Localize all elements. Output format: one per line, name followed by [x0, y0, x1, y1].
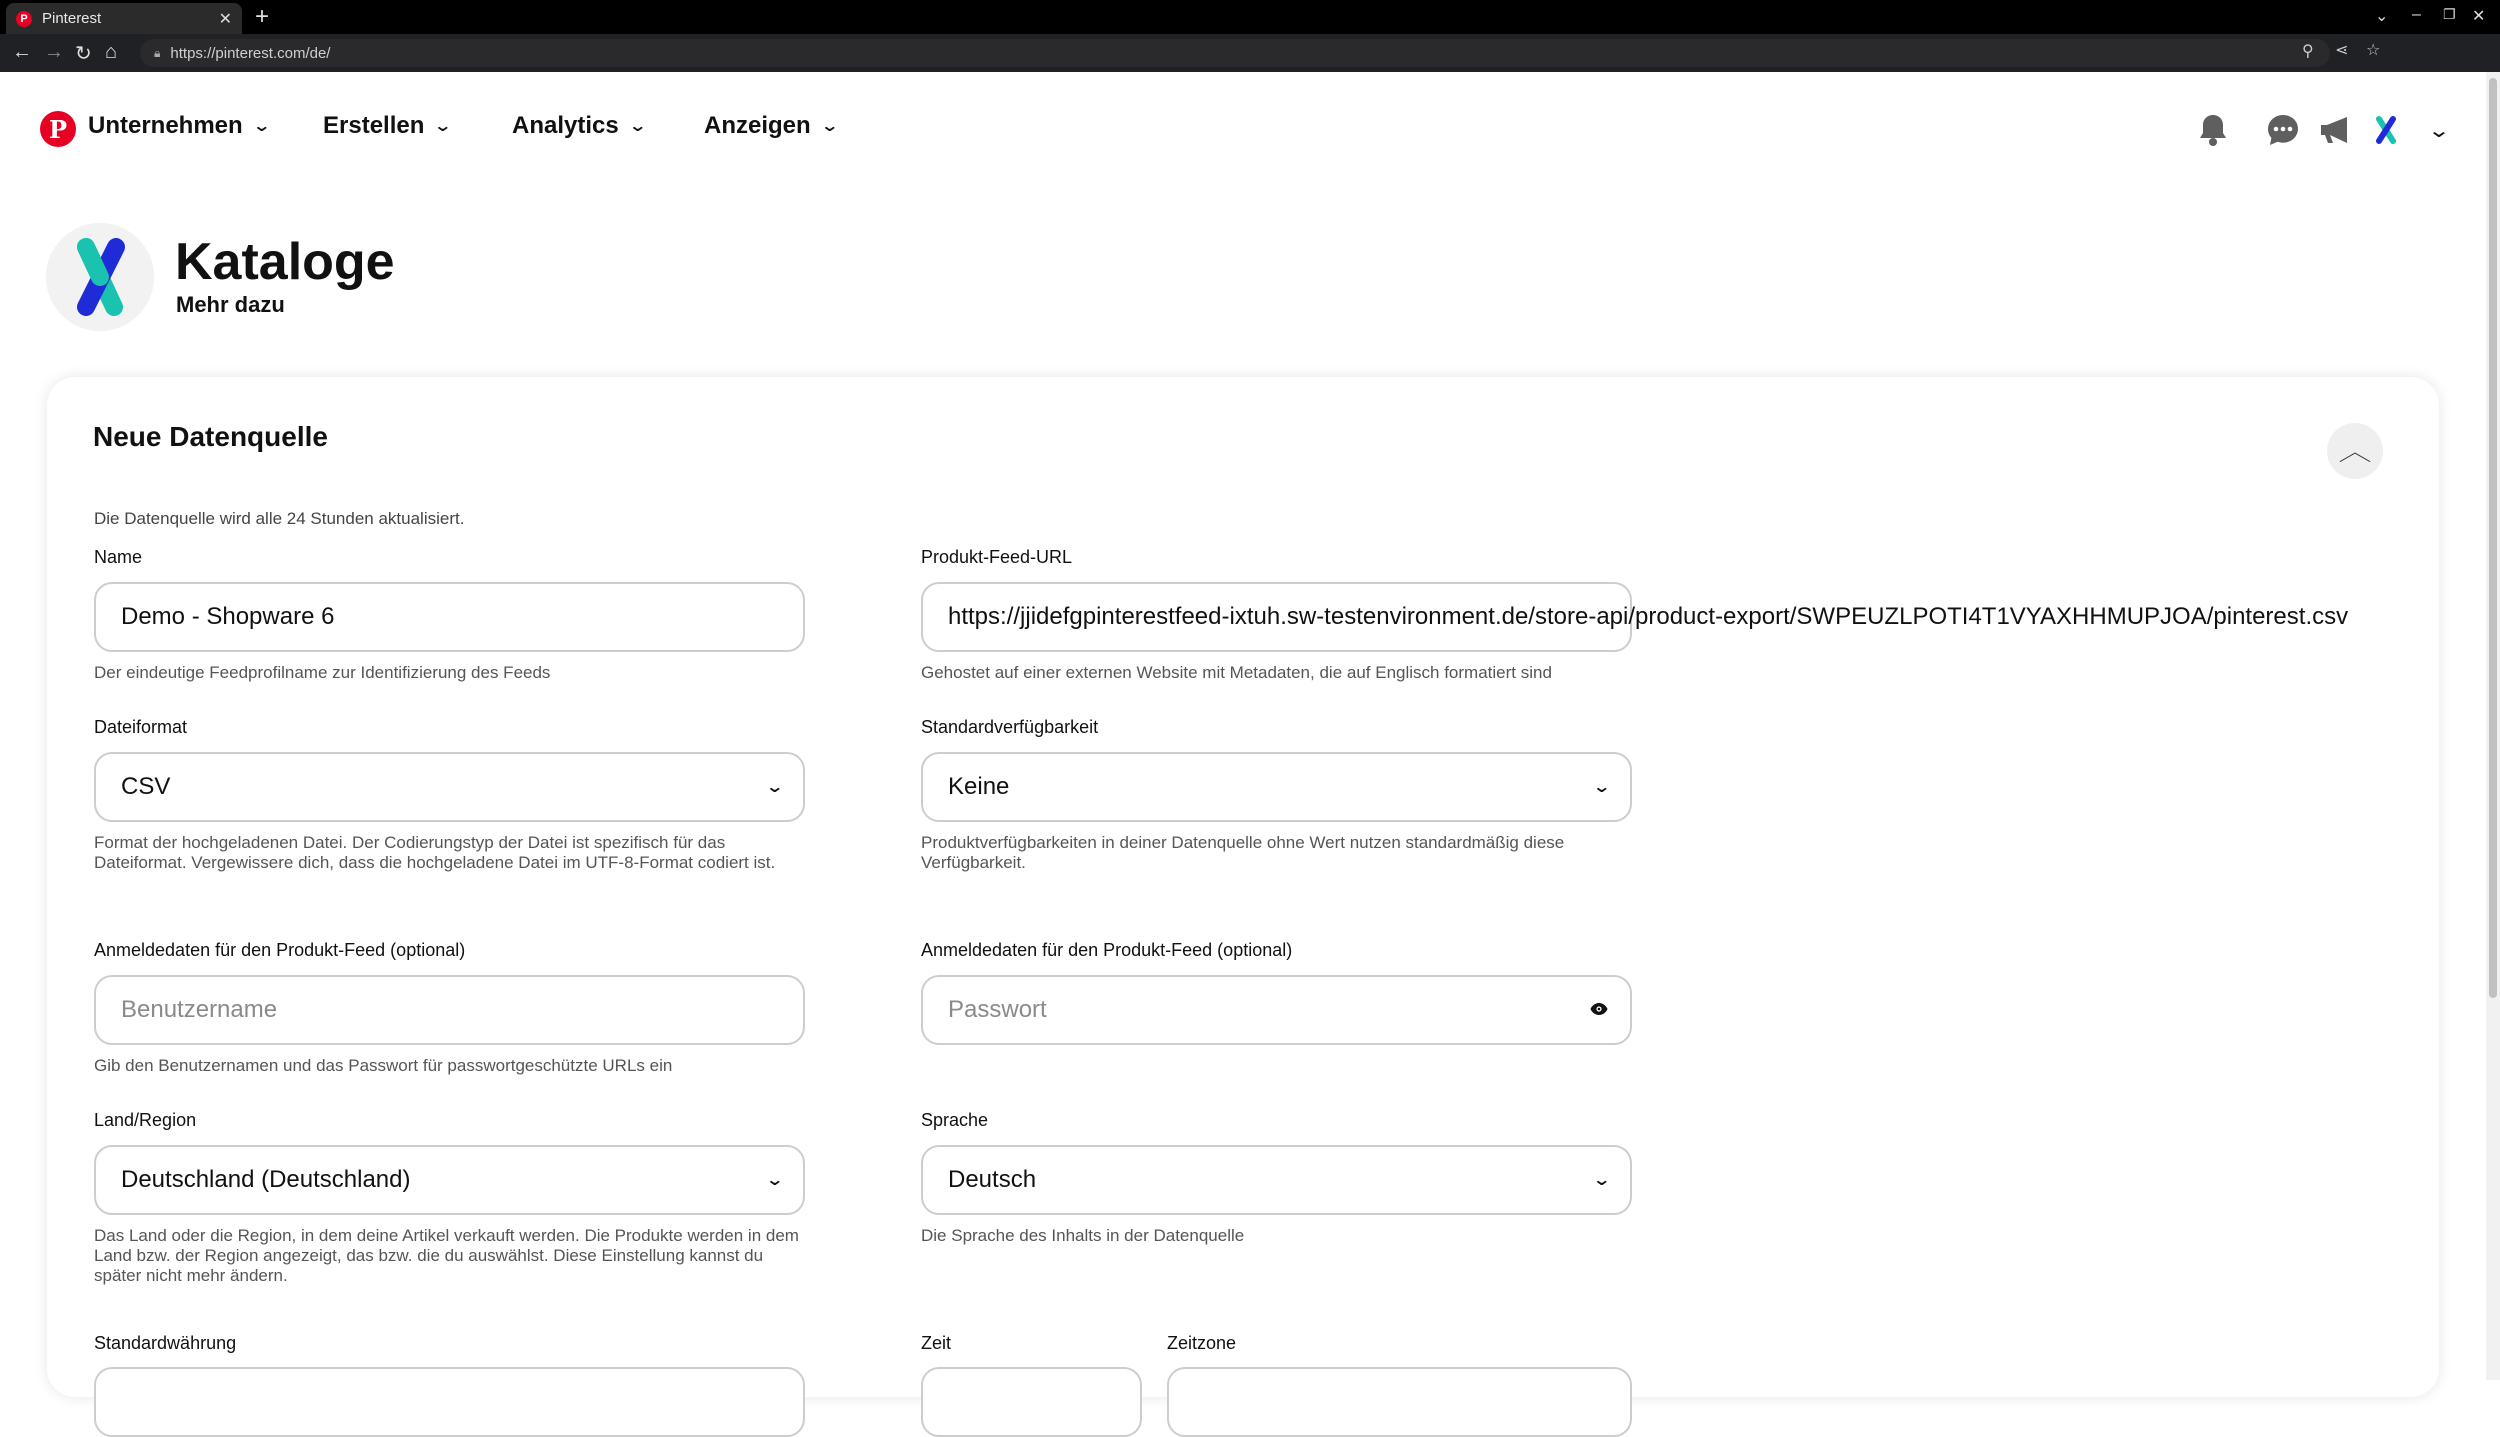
new-data-source-card	[47, 377, 2439, 1397]
learn-more-link[interactable]: Mehr dazu	[176, 292, 285, 317]
menu-analytics-label: Analytics	[512, 112, 619, 139]
pinterest-favicon-icon: P	[16, 11, 32, 27]
timezone-select[interactable]	[1167, 1367, 1632, 1437]
minimize-icon[interactable]: –	[2412, 6, 2421, 23]
username-label: Anmeldedaten für den Produkt-Feed (optional)	[94, 940, 466, 960]
close-window-icon[interactable]: ✕	[2472, 8, 2486, 25]
credentials-help: Gib den Benutzernamen und das Passwort für passwortgeschützte URLs ein	[94, 1056, 673, 1075]
file-format-label: Dateiformat	[94, 717, 188, 737]
browser-tab[interactable]	[6, 3, 242, 34]
bell-icon[interactable]	[2193, 110, 2233, 150]
menu-analytics[interactable]	[512, 112, 647, 140]
currency-label: Standardwährung	[94, 1333, 237, 1353]
tab-title: Pinterest	[42, 10, 102, 27]
menu-business-label: Unternehmen	[88, 112, 243, 139]
menu-create[interactable]	[323, 112, 453, 140]
menu-business[interactable]	[88, 112, 271, 140]
chevron-down-icon: ⌄	[433, 118, 453, 135]
update-note: Die Datenquelle wird alle 24 Stunden aktualisiert.	[94, 509, 465, 528]
page-scrollbar[interactable]	[2486, 72, 2500, 1380]
country-select[interactable]	[94, 1145, 805, 1215]
availability-select[interactable]	[921, 752, 1632, 822]
chevron-down-icon: ⌄	[628, 118, 647, 135]
file-format-value: CSV	[121, 773, 171, 800]
restore-icon[interactable]: ❐	[2443, 6, 2456, 22]
name-help: Der eindeutige Feedprofilname zur Identifizierung des Feeds	[94, 663, 551, 682]
country-label: Land/Region	[94, 1110, 197, 1130]
lock-icon: 🔒︎	[154, 45, 161, 60]
language-select[interactable]	[921, 1145, 1632, 1215]
language-label: Sprache	[921, 1110, 989, 1130]
zoom-icon[interactable]: ⚲	[2302, 43, 2314, 60]
account-avatar[interactable]	[2366, 110, 2406, 150]
name-input[interactable]	[94, 582, 805, 652]
menu-ads[interactable]	[704, 112, 839, 140]
time-label: Zeit	[921, 1333, 952, 1353]
file-format-select[interactable]	[94, 752, 805, 822]
chevron-down-icon: ⌄	[1591, 779, 1611, 796]
browser-tab-bar	[0, 0, 2500, 34]
name-value: Demo - Shopware 6	[121, 603, 335, 630]
password-input[interactable]	[921, 975, 1632, 1045]
name-label: Name	[94, 547, 143, 567]
share-icon[interactable]: ⋖	[2335, 42, 2349, 59]
url-text: https://pinterest.com/de/	[170, 44, 331, 62]
pinterest-logo-icon[interactable]: P	[40, 111, 76, 147]
scrollbar-thumb[interactable]	[2489, 78, 2497, 998]
tab-search-icon[interactable]: ⌄	[2375, 8, 2389, 25]
time-select[interactable]	[921, 1367, 1142, 1437]
account-menu-chevron-icon[interactable]: ⌄	[2427, 119, 2451, 142]
close-tab-icon[interactable]: ✕	[218, 10, 232, 28]
page-title: Kataloge	[175, 233, 395, 291]
eye-icon[interactable]	[1590, 1000, 1608, 1021]
pinterest-header	[0, 72, 2486, 187]
bookmark-star-icon[interactable]: ☆	[2366, 42, 2381, 59]
menu-create-label: Erstellen	[323, 112, 425, 139]
chevron-up-icon: ︿	[2338, 439, 2372, 465]
url-input[interactable]	[140, 39, 2330, 67]
language-help: Die Sprache des Inhalts in der Datenquelle	[921, 1226, 1245, 1245]
chevron-down-icon: ⌄	[820, 118, 839, 135]
currency-select[interactable]	[94, 1367, 805, 1437]
password-label: Anmeldedaten für den Produkt-Feed (optional)	[921, 940, 1293, 960]
availability-label: Standardverfügbarkeit	[921, 717, 1099, 737]
business-avatar	[46, 223, 154, 331]
reload-icon[interactable]: ↻	[75, 43, 92, 65]
collapse-button[interactable]	[2327, 423, 2383, 479]
availability-help: Produktverfügbarkeiten in deiner Datenquelle ohne Wert nutzen standardmäßig diese Verfügbarkeit.	[921, 833, 1565, 872]
home-icon[interactable]: ⌂	[105, 41, 118, 63]
country-help: Das Land oder die Region, in dem deine Artikel verkauft werden. Die Produkte werden in dem Land bzw. der Region angezeigt, das bzw. die du auswählst. Diese Einstellung kannst du später nicht mehr ändern.	[94, 1226, 799, 1285]
back-icon[interactable]: ←	[12, 41, 32, 63]
megaphone-icon[interactable]	[2314, 110, 2354, 150]
chevron-down-icon: ⌄	[1591, 1172, 1611, 1189]
country-value: Deutschland (Deutschland)	[121, 1166, 411, 1193]
feed-url-value: https://jjidefgpinterestfeed-ixtuh.sw-testenvironment.de/store-api/product-export/SWPEUZLPOTI4T1VYAXHHMUPJOA/pinterest.csv	[948, 603, 2349, 630]
username-placeholder: Benutzername	[121, 996, 278, 1023]
chevron-down-icon: ⌄	[252, 118, 271, 135]
new-tab-icon[interactable]: +	[255, 3, 270, 30]
forward-icon[interactable]: →	[44, 41, 64, 63]
timezone-label: Zeitzone	[1167, 1333, 1237, 1353]
card-title: Neue Datenquelle	[93, 421, 328, 452]
menu-ads-label: Anzeigen	[704, 112, 811, 139]
feed-url-input[interactable]	[921, 582, 2349, 652]
password-placeholder: Passwort	[948, 996, 1047, 1023]
chevron-down-icon: ⌄	[764, 779, 784, 796]
feed-url-label: Produkt-Feed-URL	[921, 547, 1073, 567]
username-input[interactable]	[94, 975, 805, 1045]
chevron-down-icon: ⌄	[764, 1172, 784, 1189]
availability-value: Keine	[948, 773, 1010, 800]
file-format-help: Format der hochgeladenen Datei. Der Codierungstyp der Datei ist spezifisch für das Dateiformat. Vergewissere dich, dass die hochgeladene Datei im UTF-8-Format codiert ist.	[94, 833, 776, 872]
language-value: Deutsch	[948, 1166, 1037, 1193]
chat-icon[interactable]	[2263, 110, 2303, 150]
feed-url-help: Gehostet auf einer externen Website mit Metadaten, die auf Englisch formatiert sind	[921, 663, 1552, 682]
address-bar	[0, 34, 2500, 72]
